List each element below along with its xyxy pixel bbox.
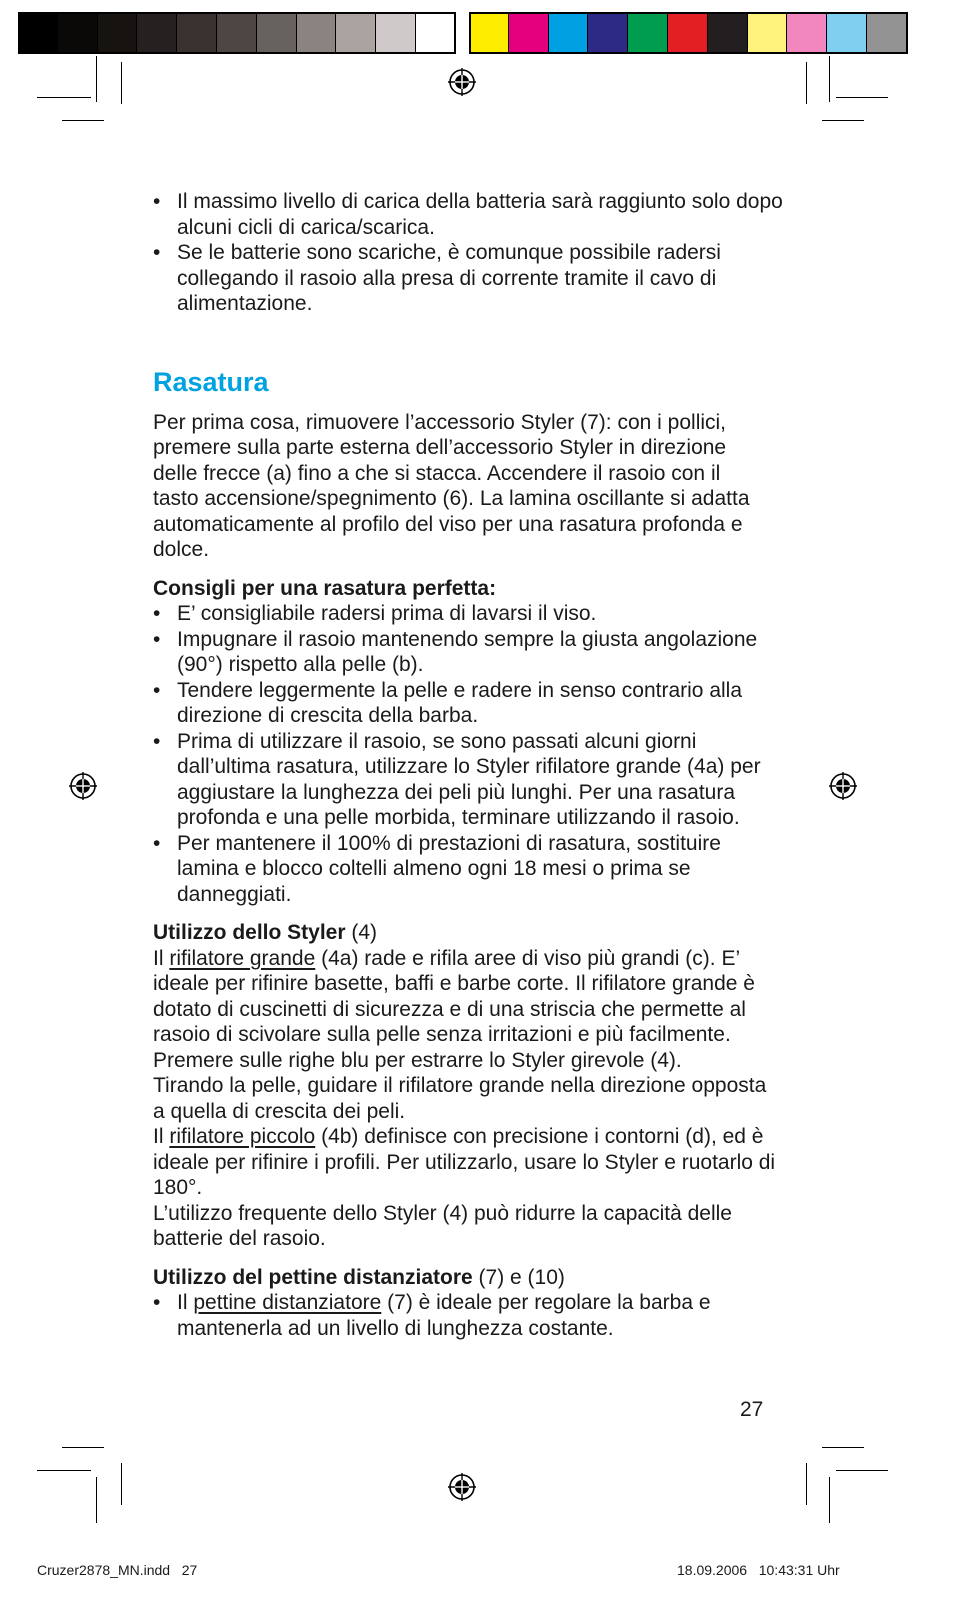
bullet-icon: •: [153, 241, 161, 264]
list-item: • Il massimo livello di carica della batteria sarà raggiunto solo dopo alcuni cicli di carica/scarica.: [153, 190, 783, 239]
styler-paragraph-1: Il rifilatore grande (4a) rade e rifila aree di viso più grandi (c). E’ ideale per rifinire basette, baffi e barbe corte. Il rifilatore grande è dotato di cuscinetti di sicurezza e di una striscia che permette al rasoio di scivolare sulla pelle senza irritazioni e più facilmente. Premere sulle righe blu per estrarre lo Styler girevole (4).: [153, 946, 755, 1072]
bullet-icon: •: [153, 190, 161, 213]
bullet-icon: •: [153, 627, 161, 651]
bullet-icon: •: [153, 1291, 161, 1314]
list-item: • Tendere leggermente la pelle e radere in senso contrario alla direzione di crescita della barba.: [153, 678, 743, 727]
registration-mark-icon: [447, 67, 477, 97]
battery-notes-list: [153, 189, 783, 317]
bullet-icon: •: [153, 831, 161, 855]
gray-scale-frame: [18, 12, 456, 54]
bullet-icon: •: [153, 729, 161, 753]
comb-heading: Utilizzo del pettine distanziatore (7) e (10): [153, 1265, 565, 1289]
intro-paragraph: Per prima cosa, rimuovere l’accessorio Styler (7): con i pollici, premere sulla parte esterna dell’accessorio Styler in direzione delle frecce (a) fino a che si stacca. Accendere il rasoio con il tasto accensione/spegnimento (6). La lamina oscillante si adatta automaticamente al profilo del viso per una rasatura profonda e dolce.: [153, 410, 750, 561]
list-item: • Il pettine distanziatore (7) è ideale per regolare la barba e mantenerla ad un livello di lunghezza costante.: [153, 1291, 711, 1340]
bullet-icon: •: [153, 678, 161, 702]
registration-mark-icon: [68, 771, 98, 801]
list-item: • Per mantenere il 100% di prestazioni di rasatura, sostituire lamina e blocco coltelli almeno ogni 18 mesi o prima se danneggiati.: [153, 831, 721, 906]
page-content: [153, 189, 783, 1341]
small-trimmer-term: rifilatore piccolo: [169, 1125, 316, 1148]
page-number: 27: [740, 1398, 764, 1421]
footer-file-info: Cruzer2878_MN.indd 27: [37, 1562, 198, 1578]
list-item: • Impugnare il rasoio mantenendo sempre la giusta angolazione (90°) rispetto alla pelle (b).: [153, 627, 758, 676]
bullet-icon: •: [153, 602, 161, 625]
comb-list: [153, 1290, 783, 1341]
tips-heading: Consigli per una rasatura perfetta:: [153, 576, 497, 600]
process-color-frame: [469, 12, 908, 54]
footer-timestamp: 18.09.2006 10:43:31 Uhr: [677, 1562, 840, 1578]
styler-paragraph-2: Tirando la pelle, guidare il rifilatore grande nella direzione opposta a quella di crescita dei peli.: [153, 1074, 767, 1123]
large-trimmer-term: rifilatore grande: [169, 946, 316, 970]
comb-term: pettine distanziatore: [193, 1291, 382, 1314]
registration-mark-icon: [447, 1472, 477, 1502]
section-title: Rasatura: [153, 366, 269, 397]
list-item: • E’ consigliabile radersi prima di lavarsi il viso.: [153, 602, 597, 625]
registration-mark-icon: [828, 771, 858, 801]
list-item: • Prima di utilizzare il rasoio, se sono passati alcuni giorni dall’ultima rasatura, utilizzare lo Styler rifilatore grande (4a) per aggiustare la lunghezza dei peli più lunghi. Per una rasatura profonda e una pelle morbida, terminare utilizzando il rasoio.: [153, 729, 761, 829]
styler-paragraph-4: L’utilizzo frequente dello Styler (4) può ridurre la capacità delle batterie del rasoio.: [153, 1201, 732, 1250]
styler-heading: Utilizzo dello Styler (4): [153, 921, 378, 944]
styler-paragraph-3: Il rifilatore piccolo (4b) definisce con precisione i contorni (d), ed è ideale per rifinire i profili. Per utilizzarlo, usare lo Styler e ruotarlo di 180°.: [153, 1125, 776, 1199]
list-item: • Se le batterie sono scariche, è comunque possibile radersi collegando il rasoio alla presa di corrente tramite il cavo di alimentazione.: [153, 241, 721, 315]
tips-list: [153, 601, 783, 907]
